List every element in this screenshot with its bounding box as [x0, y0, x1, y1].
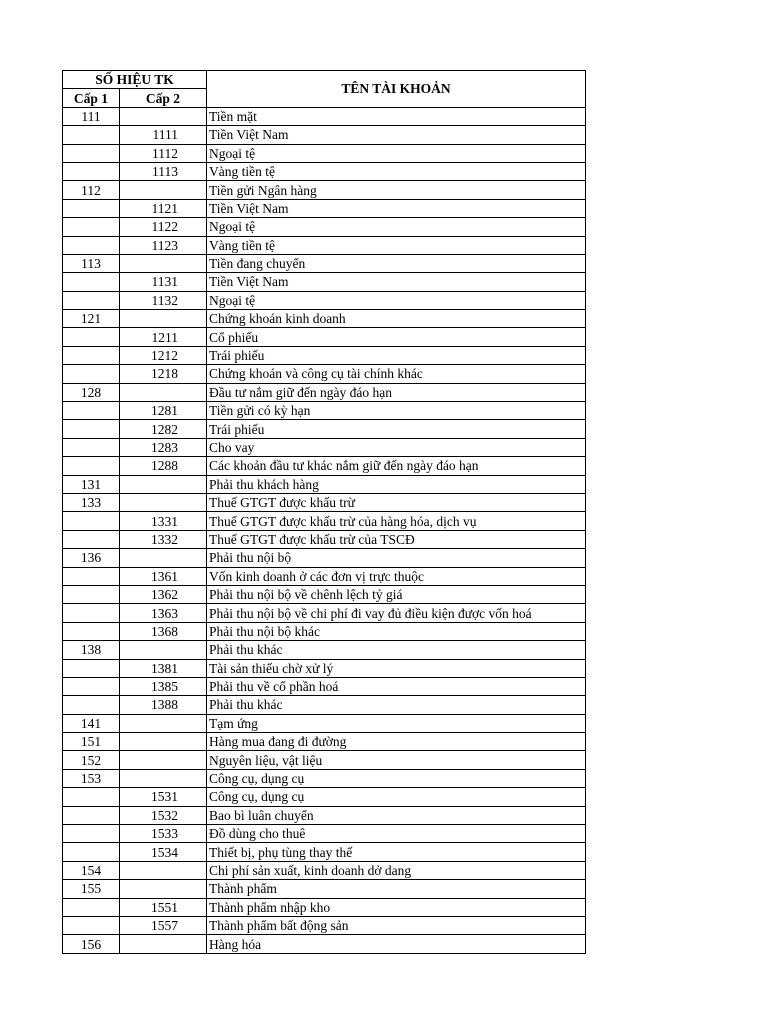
account-name-cell: Tiền Việt Nam	[207, 126, 586, 144]
table-row	[63, 365, 586, 383]
level2-header: Cấp 2	[120, 89, 207, 107]
level1-code-cell	[63, 199, 120, 217]
level2-code-cell	[120, 714, 207, 732]
table-row	[63, 475, 586, 493]
level1-code-cell	[63, 402, 120, 420]
account-name-cell: Bao bì luân chuyển	[207, 806, 586, 824]
account-name-cell: Tiền đang chuyển	[207, 254, 586, 272]
table-row	[63, 181, 586, 199]
account-name-header: TÊN TÀI KHOẢN	[207, 71, 586, 108]
table-row	[63, 898, 586, 916]
account-name-cell: Ngoại tệ	[207, 291, 586, 309]
account-name-cell: Đầu tư nắm giữ đến ngày đáo hạn	[207, 383, 586, 401]
level2-code-cell: 1533	[120, 825, 207, 843]
account-name-cell: Phải thu khách hàng	[207, 475, 586, 493]
level2-code-cell	[120, 751, 207, 769]
level2-code-cell	[120, 383, 207, 401]
level2-code-cell: 1363	[120, 604, 207, 622]
table-row	[63, 236, 586, 254]
table-row	[63, 843, 586, 861]
level1-code-cell: 111	[63, 107, 120, 125]
table-row	[63, 218, 586, 236]
account-name-cell: Vàng tiền tệ	[207, 236, 586, 254]
table-row	[63, 126, 586, 144]
table-row	[63, 585, 586, 603]
account-name-cell: Vàng tiền tệ	[207, 162, 586, 180]
level1-code-cell: 153	[63, 769, 120, 787]
table-row	[63, 328, 586, 346]
level1-code-cell: 155	[63, 880, 120, 898]
level1-code-cell	[63, 677, 120, 695]
table-row	[63, 402, 586, 420]
table-row	[63, 199, 586, 217]
level2-code-cell: 1331	[120, 512, 207, 530]
account-name-cell: Phải thu nội bộ về chi phí đi vay đủ điều kiện được vốn hoá	[207, 604, 586, 622]
table-row	[63, 346, 586, 364]
level2-code-cell: 1381	[120, 659, 207, 677]
level2-code-cell: 1211	[120, 328, 207, 346]
account-name-cell: Cho vay	[207, 438, 586, 456]
table-row	[63, 310, 586, 328]
level2-code-cell	[120, 935, 207, 953]
level1-code-cell	[63, 604, 120, 622]
table-row	[63, 162, 586, 180]
account-name-cell: Tiền Việt Nam	[207, 199, 586, 217]
table-row	[63, 512, 586, 530]
level2-code-cell	[120, 475, 207, 493]
level2-code-cell: 1121	[120, 199, 207, 217]
chart-of-accounts-table	[62, 70, 586, 954]
table-row	[63, 291, 586, 309]
table-row	[63, 493, 586, 511]
level2-code-cell	[120, 733, 207, 751]
level1-code-cell	[63, 328, 120, 346]
level1-code-cell	[63, 916, 120, 934]
level1-code-cell	[63, 291, 120, 309]
account-number-group-header: SỐ HIỆU TK	[63, 71, 207, 89]
table-row	[63, 549, 586, 567]
level1-code-cell	[63, 567, 120, 585]
table-row	[63, 107, 586, 125]
account-name-cell: Thuế GTGT được khấu trừ	[207, 493, 586, 511]
level1-header: Cấp 1	[63, 89, 120, 107]
level1-code-cell	[63, 825, 120, 843]
table-row	[63, 383, 586, 401]
level2-code-cell: 1368	[120, 622, 207, 640]
level2-code-cell: 1282	[120, 420, 207, 438]
level1-code-cell: 112	[63, 181, 120, 199]
level1-code-cell: 136	[63, 549, 120, 567]
level2-code-cell: 1132	[120, 291, 207, 309]
table-row	[63, 659, 586, 677]
account-name-cell: Phải thu về cổ phần hoá	[207, 677, 586, 695]
level2-code-cell: 1131	[120, 273, 207, 291]
account-name-cell: Thành phẩm	[207, 880, 586, 898]
level1-code-cell	[63, 273, 120, 291]
level2-code-cell: 1534	[120, 843, 207, 861]
account-name-cell: Chứng khoán và công cụ tài chính khác	[207, 365, 586, 383]
table-header	[63, 71, 586, 108]
table-row	[63, 788, 586, 806]
table-row	[63, 530, 586, 548]
level1-code-cell	[63, 806, 120, 824]
account-name-cell: Tiền Việt Nam	[207, 273, 586, 291]
level2-code-cell: 1112	[120, 144, 207, 162]
level2-code-cell: 1283	[120, 438, 207, 456]
table-row	[63, 420, 586, 438]
table-row	[63, 714, 586, 732]
level2-code-cell: 1551	[120, 898, 207, 916]
account-name-cell: Công cụ, dụng cụ	[207, 769, 586, 787]
table-row	[63, 769, 586, 787]
account-name-cell: Trái phiếu	[207, 420, 586, 438]
level1-code-cell	[63, 218, 120, 236]
level1-code-cell: 131	[63, 475, 120, 493]
account-name-cell: Phải thu nội bộ khác	[207, 622, 586, 640]
table-row	[63, 916, 586, 934]
level2-code-cell: 1212	[120, 346, 207, 364]
table-row	[63, 641, 586, 659]
level2-code-cell: 1332	[120, 530, 207, 548]
account-name-cell: Cổ phiếu	[207, 328, 586, 346]
level1-code-cell: 152	[63, 751, 120, 769]
table-row	[63, 751, 586, 769]
account-name-cell: Phải thu khác	[207, 696, 586, 714]
account-name-cell: Các khoản đầu tư khác nắm giữ đến ngày đáo hạn	[207, 457, 586, 475]
level1-code-cell	[63, 843, 120, 861]
table-row	[63, 273, 586, 291]
level2-code-cell: 1385	[120, 677, 207, 695]
account-name-cell: Phải thu nội bộ về chênh lệch tỷ giá	[207, 585, 586, 603]
table-row	[63, 254, 586, 272]
account-name-cell: Thuế GTGT được khấu trừ của TSCĐ	[207, 530, 586, 548]
account-name-cell: Chứng khoán kinh doanh	[207, 310, 586, 328]
level1-code-cell	[63, 365, 120, 383]
account-name-cell: Thuế GTGT được khấu trừ của hàng hóa, dịch vụ	[207, 512, 586, 530]
level1-code-cell	[63, 420, 120, 438]
table-row	[63, 457, 586, 475]
level1-code-cell	[63, 696, 120, 714]
level1-code-cell: 113	[63, 254, 120, 272]
level2-code-cell: 1288	[120, 457, 207, 475]
table-body	[63, 107, 586, 953]
table-row	[63, 677, 586, 695]
account-name-cell: Ngoại tệ	[207, 144, 586, 162]
level1-code-cell: 154	[63, 861, 120, 879]
account-name-cell: Thành phẩm bất động sản	[207, 916, 586, 934]
account-name-cell: Vốn kinh doanh ở các đơn vị trực thuộc	[207, 567, 586, 585]
account-name-cell: Trái phiếu	[207, 346, 586, 364]
account-name-cell: Phải thu nội bộ	[207, 549, 586, 567]
level2-code-cell: 1123	[120, 236, 207, 254]
level2-code-cell: 1361	[120, 567, 207, 585]
level2-code-cell	[120, 310, 207, 328]
account-name-cell: Chi phí sản xuất, kinh doanh dở dang	[207, 861, 586, 879]
account-name-cell: Tài sản thiếu chờ xử lý	[207, 659, 586, 677]
level1-code-cell: 138	[63, 641, 120, 659]
level2-code-cell: 1362	[120, 585, 207, 603]
account-name-cell: Công cụ, dụng cụ	[207, 788, 586, 806]
level1-code-cell: 128	[63, 383, 120, 401]
account-name-cell: Ngoại tệ	[207, 218, 586, 236]
level1-code-cell	[63, 162, 120, 180]
level1-code-cell	[63, 346, 120, 364]
account-name-cell: Tiền gửi Ngân hàng	[207, 181, 586, 199]
level1-code-cell	[63, 622, 120, 640]
level1-code-cell	[63, 788, 120, 806]
level2-code-cell: 1122	[120, 218, 207, 236]
level1-code-cell: 121	[63, 310, 120, 328]
level1-code-cell	[63, 512, 120, 530]
account-name-cell: Hàng mua đang đi đường	[207, 733, 586, 751]
level1-code-cell	[63, 530, 120, 548]
account-name-cell: Tạm ứng	[207, 714, 586, 732]
level1-code-cell: 141	[63, 714, 120, 732]
level2-code-cell	[120, 861, 207, 879]
level2-code-cell: 1111	[120, 126, 207, 144]
account-name-cell: Hàng hóa	[207, 935, 586, 953]
level2-code-cell: 1218	[120, 365, 207, 383]
level1-code-cell: 156	[63, 935, 120, 953]
level2-code-cell	[120, 181, 207, 199]
table-row	[63, 935, 586, 953]
level1-code-cell	[63, 457, 120, 475]
level1-code-cell	[63, 659, 120, 677]
table-row	[63, 861, 586, 879]
table-row	[63, 696, 586, 714]
level1-code-cell	[63, 898, 120, 916]
level2-code-cell	[120, 880, 207, 898]
level2-code-cell: 1532	[120, 806, 207, 824]
account-name-cell: Tiền mặt	[207, 107, 586, 125]
level2-code-cell: 1113	[120, 162, 207, 180]
level1-code-cell: 133	[63, 493, 120, 511]
level2-code-cell	[120, 641, 207, 659]
account-name-cell: Tiền gửi có kỳ hạn	[207, 402, 586, 420]
level2-code-cell	[120, 493, 207, 511]
level2-code-cell: 1281	[120, 402, 207, 420]
table-row	[63, 806, 586, 824]
level1-code-cell	[63, 236, 120, 254]
level1-code-cell: 151	[63, 733, 120, 751]
account-name-cell: Nguyên liệu, vật liệu	[207, 751, 586, 769]
account-name-cell: Thiết bị, phụ tùng thay thế	[207, 843, 586, 861]
level2-code-cell: 1557	[120, 916, 207, 934]
level2-code-cell	[120, 254, 207, 272]
level2-code-cell: 1388	[120, 696, 207, 714]
table-row	[63, 567, 586, 585]
level1-code-cell	[63, 144, 120, 162]
level2-code-cell	[120, 769, 207, 787]
level1-code-cell	[63, 585, 120, 603]
table-row	[63, 825, 586, 843]
account-name-cell: Đồ dùng cho thuê	[207, 825, 586, 843]
table-row	[63, 733, 586, 751]
account-name-cell: Thành phẩm nhập kho	[207, 898, 586, 916]
table-row	[63, 438, 586, 456]
header-row-group	[63, 71, 586, 89]
level1-code-cell	[63, 438, 120, 456]
table-row	[63, 604, 586, 622]
table-row	[63, 144, 586, 162]
level2-code-cell: 1531	[120, 788, 207, 806]
level1-code-cell	[63, 126, 120, 144]
level2-code-cell	[120, 107, 207, 125]
account-name-cell: Phải thu khác	[207, 641, 586, 659]
table-row	[63, 880, 586, 898]
level2-code-cell	[120, 549, 207, 567]
table-row	[63, 622, 586, 640]
